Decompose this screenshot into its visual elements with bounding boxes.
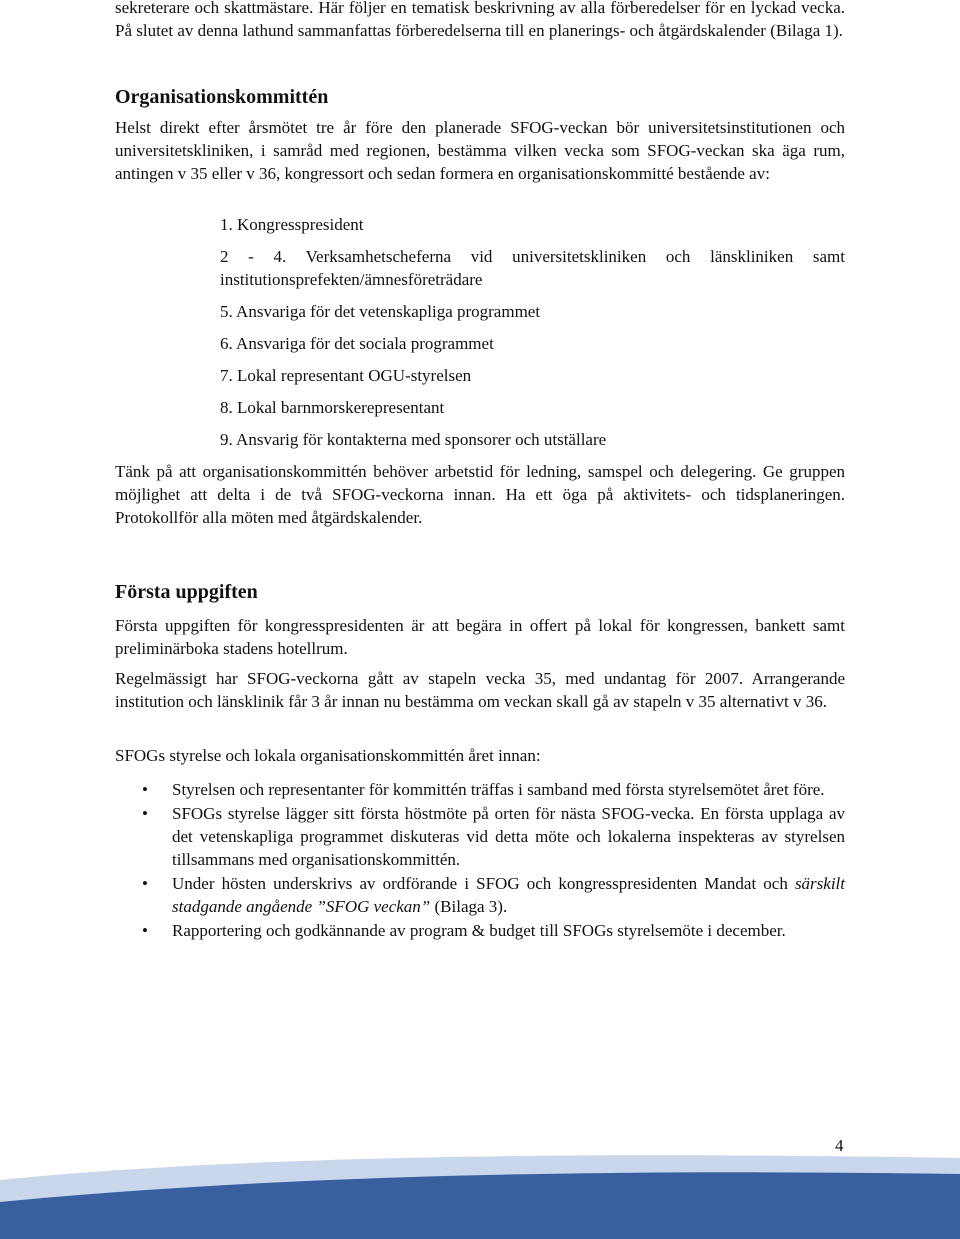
org-intro-paragraph: Helst direkt efter årsmötet tre år före den planerade SFOG-veckan bör universitetsinstitutionen och universitetskliniken, i samråd med regionen, bestämma vilken vecka som SFOG-veckan ska äga rum, antingen v 35 eller v 36, kongressort och sedan formera en organisationskommitté bestående av: [115,118,845,183]
bullet-icon: • [142,804,148,823]
list-item: 1. Kongresspresident [220,215,364,234]
footer-wave-decoration [0,1140,960,1239]
board-intro-paragraph: SFOGs styrelse och lokala organisationskommittén året innan: [115,746,541,765]
page-number: 4 [835,1136,844,1155]
org-closing-paragraph: Tänk på att organisationskommittén behöver arbetstid för ledning, samspel och delegering. Ge gruppen möjlighet att delta i de två SFOG-veckorna innan. Ha ett öga på aktivitets- och tidsplaneringen. Protokollför alla möten med åtgärdskalender. [115,462,845,527]
schedule-paragraph: Regelmässigt har SFOG-veckorna gått av stapeln vecka 35, med undantag för 2007. Arrangerande institution och länsklinik får 3 år innan nu bestämma om veckan skall gå av stapeln v 35 alternativt v 36. [115,669,845,711]
section-heading-organisationskommitten: Organisationskommittén [115,86,329,108]
section-heading-forsta-uppgiften: Första uppgiften [115,581,258,603]
list-item: • Styrelsen och representanter för kommittén träffas i samband med första styrelsemötet året före. [142,780,825,799]
list-item: 5. Ansvariga för det vetenskapliga programmet [220,302,541,321]
list-item: 9. Ansvarig för kontakterna med sponsorer och utställare [220,430,607,449]
italic-title: särskilt stadgande angående ”SFOG veckan” [172,874,845,916]
first-task-paragraph: Första uppgiften för kongresspresidenten är att begära in offert på lokal för kongressen, bankett samt preliminärboka stadens hotellrum. [115,616,845,658]
intro-paragraph: sekreterare och skattmästare. Här följer en tematisk beskrivning av alla förberedelser för en lyckad vecka. På slutet av denna lathund sammanfattas förberedelserna till en planerings- och åtgärdskalender (Bilaga 1). [115,0,845,40]
list-item: 2 - 4. Verksamhetscheferna vid universitetskliniken och länskliniken samt institutionsprefekten/ämnesföreträdare [220,247,845,289]
bullet-icon: • [142,780,148,799]
board-bullet-list [115,778,845,943]
list-item: 6. Ansvariga för det sociala programmet [220,334,494,353]
list-item: • Rapportering och godkännande av program & budget till SFOGs styrelsemöte i december. [142,921,786,940]
list-item: 7. Lokal representant OGU-styrelsen [220,366,472,385]
bullet-icon: • [142,874,148,893]
list-item: 8. Lokal barnmorskerepresentant [220,398,445,417]
list-item: • SFOGs styrelse lägger sitt första höstmöte på orten för nästa SFOG-vecka. En första upplaga av det vetenskapliga programmet diskuteras vid detta möte och lokalerna inspekteras av styrelsen tillsammans med organisationskommittén. [142,804,845,869]
list-item: • Under hösten underskrivs av ordförande i SFOG och kongresspresidenten Mandat och särskilt stadgande angående ”SFOG veckan” (Bilaga 3). [142,874,845,916]
bullet-icon: • [142,921,148,940]
committee-member-list [220,213,845,451]
